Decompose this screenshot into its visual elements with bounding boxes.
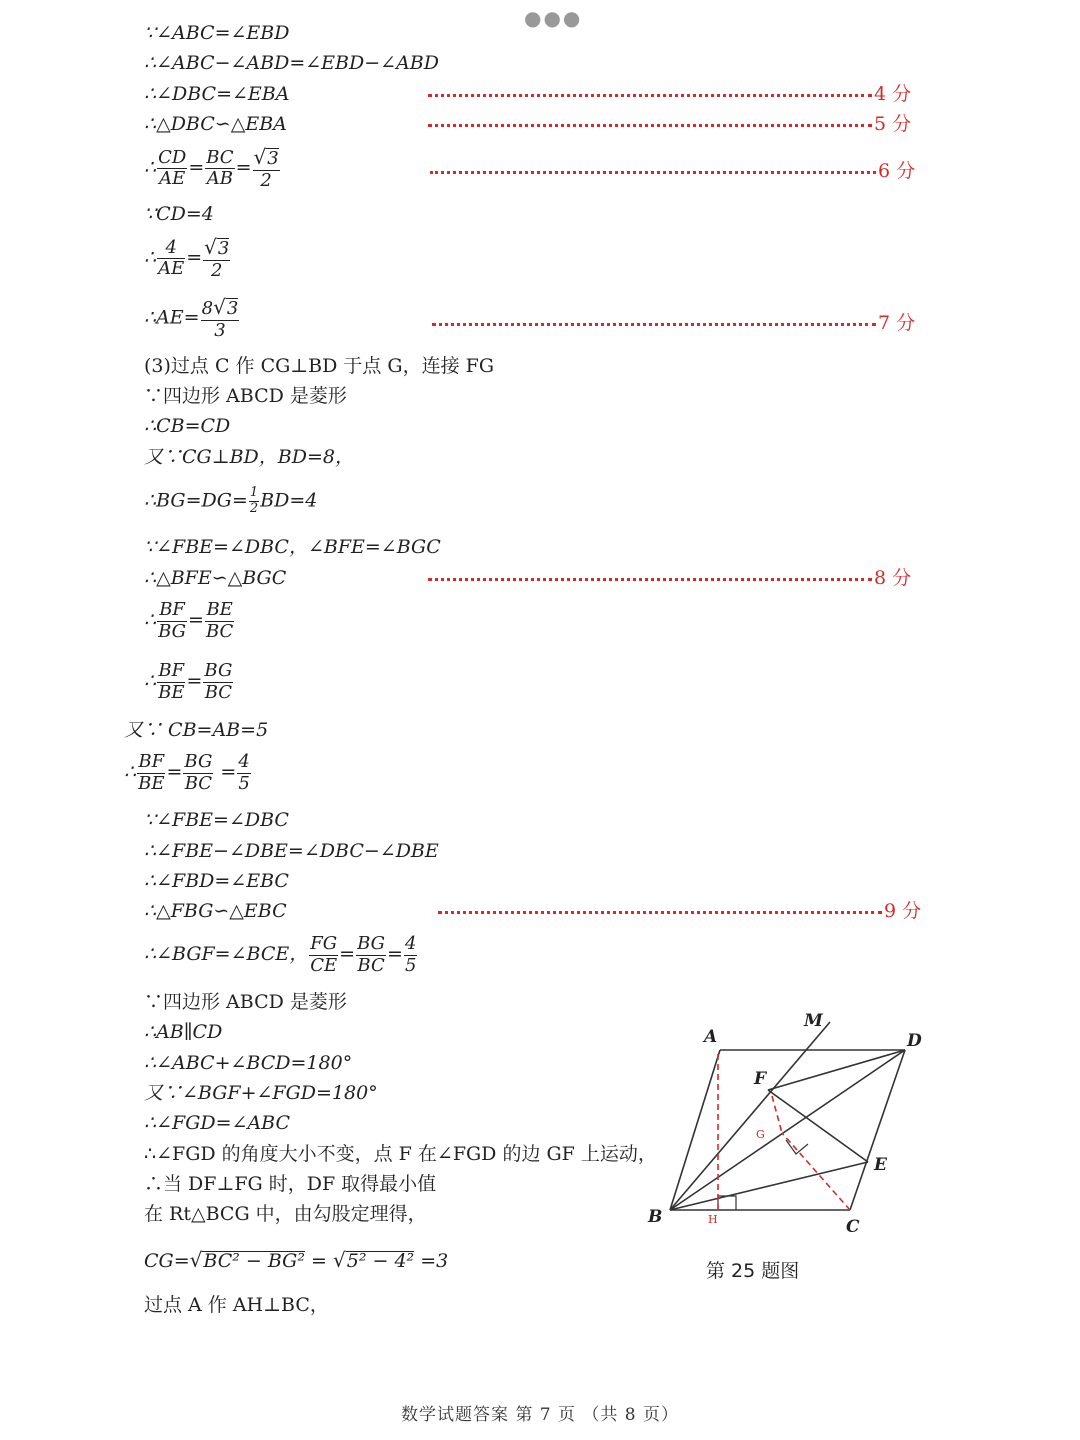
proof-line: ∴当 DF⊥FG 时，DF 取得最小值 (144, 1173, 437, 1195)
score-mark: 6 分 (430, 162, 915, 181)
more-options-icon[interactable]: ●●● (524, 6, 583, 30)
proof-line-fraction: ∴BG=DG= $\frac{1}{2}$ BD=4 (144, 485, 318, 516)
segment-fg (772, 1096, 782, 1133)
segment-fe (768, 1090, 868, 1162)
proof-line: ∴∠FGD 的角度大小不变，点 F 在∠FGD 的边 GF 上运动， (144, 1143, 657, 1165)
proof-line-fraction: ∴ $\frac{BF}{BE}$ = $\frac{BG}{BC}$ (144, 660, 233, 703)
proof-line: ∵CD=4 (144, 203, 214, 225)
proof-line: ∴△BFE∽△BGC (144, 567, 287, 589)
score-mark: 7 分 (432, 314, 915, 333)
proof-line: ∵四边形 ABCD 是菱形 (144, 991, 347, 1013)
segment-be (670, 1162, 868, 1210)
label-f: F (754, 1069, 767, 1089)
proof-line: 又∵ CB=AB=5 (124, 719, 269, 741)
proof-line: ∴△DBC∽△EBA (144, 113, 287, 135)
proof-line: ∵四边形 ABCD 是菱形 (144, 385, 347, 407)
label-b: B (648, 1207, 663, 1227)
segment-ab (670, 1050, 720, 1210)
proof-line: ∵∠ABC=∠EBD (144, 22, 290, 44)
label-a: A (704, 1027, 718, 1047)
label-d: D (907, 1031, 922, 1051)
proof-line: ∴CB=CD (144, 415, 231, 437)
proof-line-fraction: ∴ $\frac{4}{AE}$ = $\frac{√3}{2}$ (144, 235, 230, 281)
proof-line: ∴∠FGD=∠ABC (144, 1112, 291, 1134)
segment-cg (782, 1133, 850, 1210)
score-mark: 9 分 (438, 902, 921, 921)
proof-line-fraction: ∴∠BGF=∠BCE， $\frac{FG}{CE}$ = $\frac{BG}{BC}$ = $\frac{4}{5}$ (144, 933, 417, 976)
label-m: M (804, 1011, 823, 1031)
proof-line-fraction: ∴ $\frac{BF}{BG}$ = $\frac{BE}{BC}$ (144, 599, 234, 642)
score-mark: 4 分 (428, 85, 911, 104)
proof-line: ∴∠ABC+∠BCD=180° (144, 1052, 353, 1074)
proof-line: ∴△FBG∽△EBC (144, 900, 287, 922)
label-e: E (874, 1155, 887, 1175)
proof-line: ∴∠FBD=∠EBC (144, 870, 289, 892)
proof-line: ∴∠DBC=∠EBA (144, 83, 290, 105)
proof-line: ∵∠FBE=∠DBC，∠BFE=∠BGC (144, 536, 441, 558)
page-footer: 数学试题答案 第 7 页 （共 8 页） (400, 1405, 680, 1425)
segment-dc (850, 1050, 905, 1210)
proof-line-fraction: ∴AE= $\frac{8√3}{3}$ (144, 295, 239, 341)
proof-line: 又∵∠BGF+∠FGD=180° (144, 1082, 378, 1104)
proof-line: ∴∠FBE−∠DBE=∠DBC−∠DBE (144, 840, 439, 862)
proof-line-fraction: ∴ $\frac{BF}{BE}$ = $\frac{BG}{BC}$ = $\frac{4}{5}$ (124, 751, 250, 794)
label-g: G (756, 1128, 765, 1141)
proof-line: ∴∠ABC−∠ABD=∠EBD−∠ABD (144, 52, 440, 74)
proof-line-fraction: ∴ $\frac{CD}{AE}$ = $\frac{BC}{AB}$ = $\frac{√3}{2}$ (144, 145, 279, 191)
proof-line: (3)过点 C 作 CG⊥BD 于点 G，连接 FG (144, 355, 495, 377)
score-mark: 8 分 (428, 569, 911, 588)
geometry-figure (640, 1010, 960, 1250)
proof-line: 又∵CG⊥BD，BD=8， (144, 446, 354, 468)
figure-caption: 第 25 题图 (706, 1260, 800, 1282)
label-h: H (708, 1213, 718, 1226)
segment-bd (670, 1050, 905, 1210)
proof-line: ∵∠FBE=∠DBC (144, 809, 289, 831)
proof-line: 过点 A 作 AH⊥BC， (144, 1294, 329, 1316)
proof-line: 在 Rt△BCG 中，由勾股定理得， (144, 1203, 427, 1225)
score-mark: 5 分 (428, 115, 911, 134)
label-c: C (846, 1217, 860, 1237)
proof-line: ∴AB∥CD (144, 1021, 223, 1043)
proof-line-sqrt: CG=√BC² − BG² = √5² − 4² =3 (144, 1248, 449, 1272)
